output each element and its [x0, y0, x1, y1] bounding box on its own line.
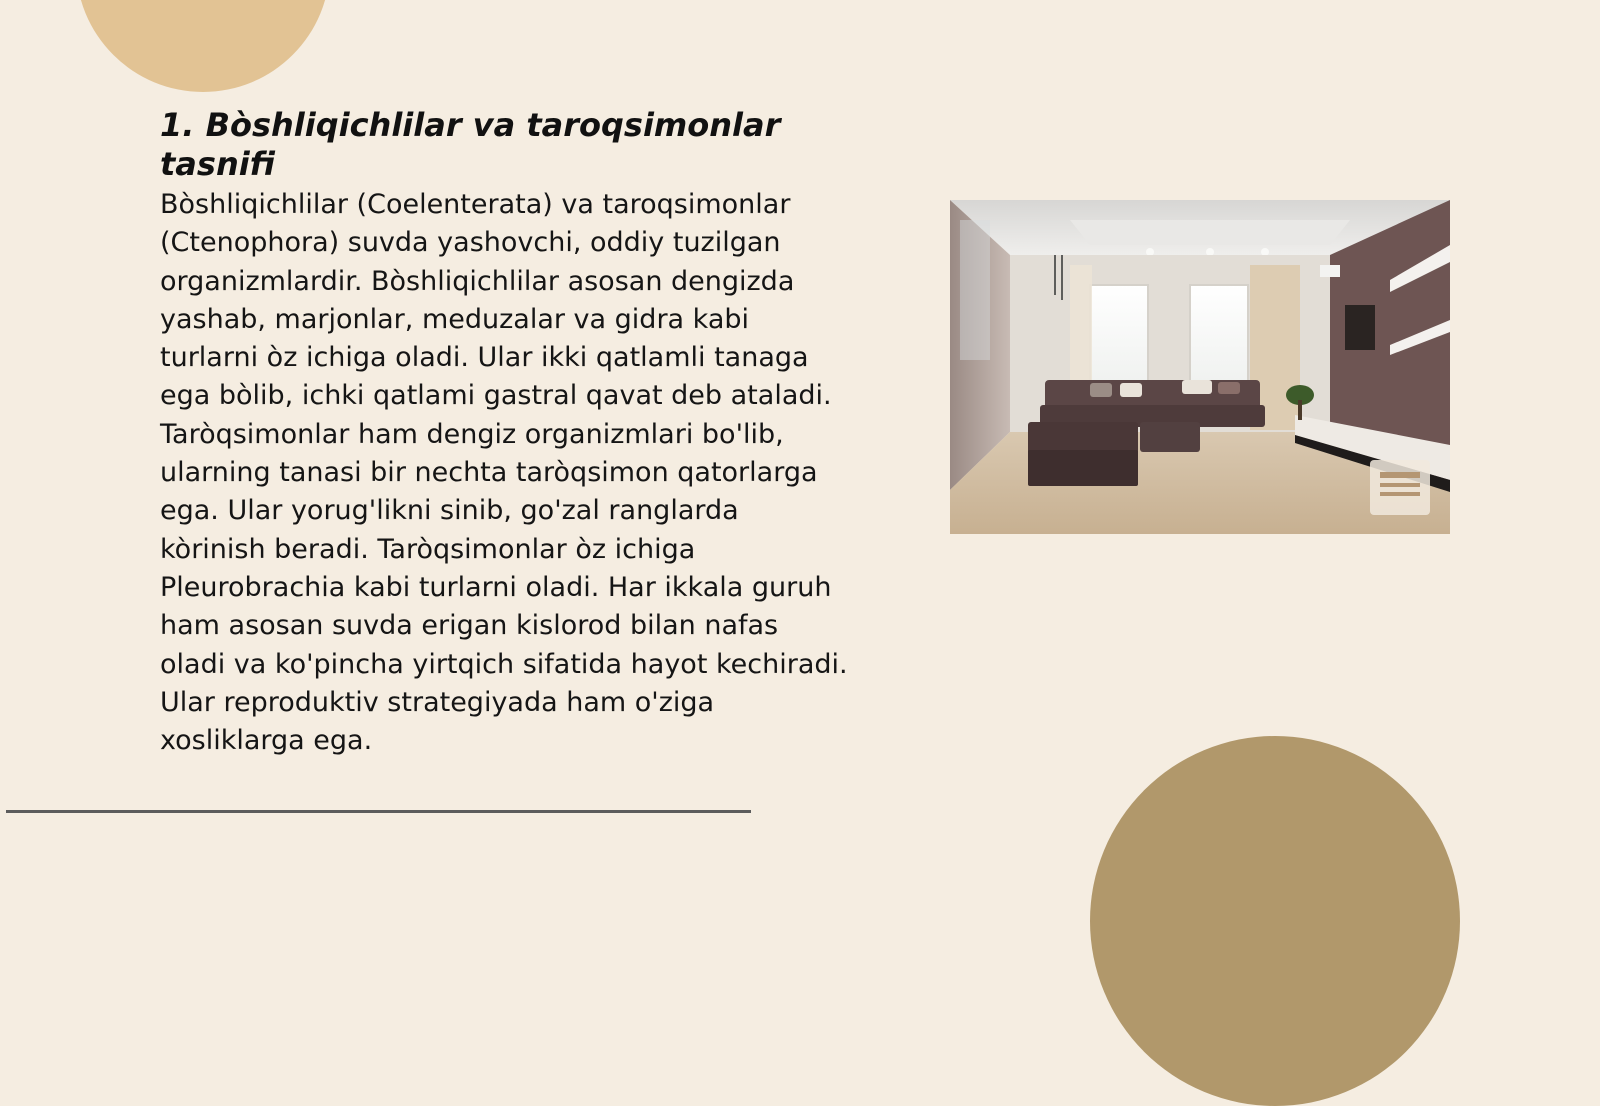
decorative-circle-top — [76, 0, 330, 92]
slide-body-text: Bòshliqichlilar (Coelenterata) va taroqsimonlar (Ctenophora) suvda yashovchi, oddiy tuzilgan organizmlardir. Bòshliqichlilar asosan dengizda yashab, marjonlar, meduzalar va gidra kabi turlarni òz ichiga oladi. Ular ikki qatlamli tanaga ega bòlib, ichki qatlami gastral qavat deb ataladi. Taròqsimonlar ham dengiz organizmlari bo'lib, ularning tanasi bir nechta taròqsimon qatorlarga ega. Ular yorug'likni sinib, go'zal ranglarda kòrinish beradi. Taròqsimonlar òz ichiga Pleurobrachia kabi turlarni oladi. Har ikkala guruh ham asosan suvda erigan kislorod bilan nafas oladi va ko'pincha yirtqich sifatida hayot kechiradi. Ular reproduktiv strategiyada ham o'ziga xosliklarga ega. — [160, 189, 848, 757]
slide-title: 1. Bòshliqichlilar va taroqsimonlar tasnifi — [160, 106, 781, 183]
horizontal-divider — [6, 810, 751, 813]
living-room-photo — [950, 200, 1450, 534]
decorative-circle-bottom — [1090, 736, 1460, 1106]
